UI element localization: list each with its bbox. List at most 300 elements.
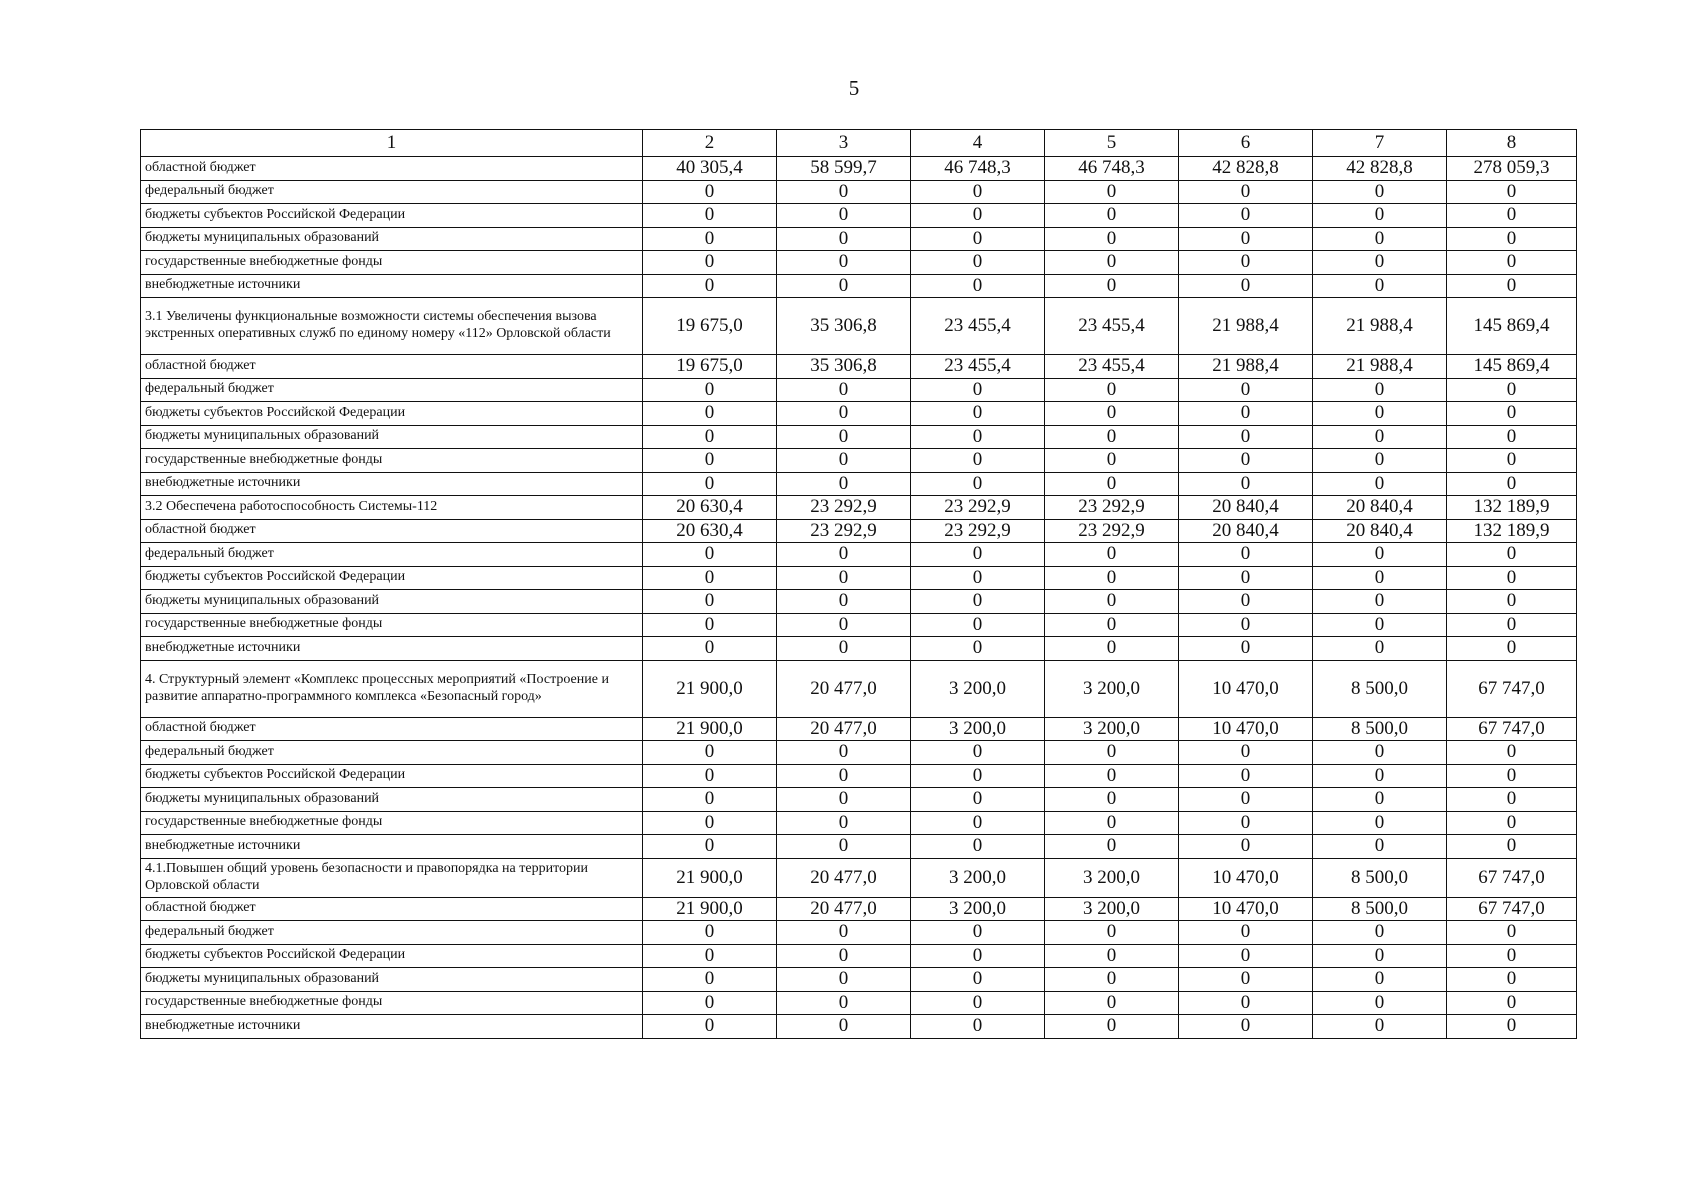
table-row	[141, 449, 1577, 473]
row-label: бюджеты муниципальных образований	[141, 425, 643, 449]
value-cell: 145 869,4	[1447, 298, 1577, 355]
value-cell: 0	[1179, 991, 1313, 1015]
value-cell: 0	[1447, 425, 1577, 449]
value-cell: 0	[1179, 472, 1313, 496]
value-cell: 0	[777, 227, 911, 251]
row-label: бюджеты субъектов Российской Федерации	[141, 944, 643, 968]
value-cell: 0	[1045, 637, 1179, 661]
value-cell: 0	[1313, 180, 1447, 204]
header-cell: 4	[911, 130, 1045, 157]
value-cell: 0	[643, 274, 777, 298]
value-cell: 0	[1447, 449, 1577, 473]
value-cell: 0	[911, 835, 1045, 859]
value-cell: 0	[1447, 637, 1577, 661]
value-cell: 0	[911, 741, 1045, 765]
value-cell: 0	[777, 613, 911, 637]
value-cell: 0	[643, 566, 777, 590]
table-body	[141, 130, 1577, 1039]
value-cell: 0	[1447, 613, 1577, 637]
value-cell: 20 477,0	[777, 897, 911, 921]
value-cell: 20 840,4	[1313, 519, 1447, 543]
value-cell: 0	[911, 944, 1045, 968]
row-label: государственные внебюджетные фонды	[141, 811, 643, 835]
value-cell: 0	[1447, 811, 1577, 835]
value-cell: 0	[1179, 180, 1313, 204]
value-cell: 0	[1045, 968, 1179, 992]
value-cell: 3 200,0	[911, 858, 1045, 897]
table-row	[141, 566, 1577, 590]
row-label: внебюджетные источники	[141, 1015, 643, 1039]
value-cell: 0	[1179, 944, 1313, 968]
value-cell: 0	[1313, 811, 1447, 835]
value-cell: 0	[643, 613, 777, 637]
table-row	[141, 1015, 1577, 1039]
value-cell: 0	[643, 921, 777, 945]
value-cell: 0	[1045, 590, 1179, 614]
table-row	[141, 637, 1577, 661]
value-cell: 0	[1045, 835, 1179, 859]
row-label: бюджеты муниципальных образований	[141, 590, 643, 614]
value-cell: 0	[911, 449, 1045, 473]
value-cell: 0	[777, 835, 911, 859]
value-cell: 0	[911, 788, 1045, 812]
table-row	[141, 788, 1577, 812]
budget-table	[140, 129, 1577, 1039]
value-cell: 23 455,4	[911, 298, 1045, 355]
value-cell: 0	[1313, 227, 1447, 251]
table-row	[141, 991, 1577, 1015]
table-row	[141, 519, 1577, 543]
value-cell: 23 292,9	[911, 496, 1045, 520]
row-label: государственные внебюджетные фонды	[141, 449, 643, 473]
value-cell: 0	[1045, 764, 1179, 788]
value-cell: 0	[777, 204, 911, 228]
value-cell: 19 675,0	[643, 298, 777, 355]
value-cell: 0	[1179, 835, 1313, 859]
table-row	[141, 660, 1577, 717]
value-cell: 0	[1447, 180, 1577, 204]
value-cell: 0	[1447, 251, 1577, 275]
value-cell: 0	[643, 251, 777, 275]
value-cell: 46 748,3	[1045, 157, 1179, 181]
value-cell: 67 747,0	[1447, 717, 1577, 741]
value-cell: 0	[777, 1015, 911, 1039]
value-cell: 0	[643, 991, 777, 1015]
value-cell: 0	[1179, 227, 1313, 251]
value-cell: 20 840,4	[1313, 496, 1447, 520]
value-cell: 0	[643, 1015, 777, 1039]
value-cell: 0	[1447, 566, 1577, 590]
value-cell: 0	[1179, 449, 1313, 473]
value-cell: 0	[1447, 835, 1577, 859]
value-cell: 0	[1313, 425, 1447, 449]
value-cell: 0	[911, 637, 1045, 661]
value-cell: 0	[1447, 944, 1577, 968]
table-header-row	[141, 130, 1577, 157]
value-cell: 20 630,4	[643, 496, 777, 520]
value-cell: 0	[1313, 378, 1447, 402]
value-cell: 145 869,4	[1447, 355, 1577, 379]
value-cell: 0	[1447, 764, 1577, 788]
value-cell: 0	[1179, 613, 1313, 637]
value-cell: 0	[1447, 968, 1577, 992]
value-cell: 46 748,3	[911, 157, 1045, 181]
value-cell: 0	[911, 180, 1045, 204]
value-cell: 0	[1179, 378, 1313, 402]
table-row	[141, 496, 1577, 520]
value-cell: 0	[911, 378, 1045, 402]
table-row	[141, 180, 1577, 204]
value-cell: 0	[1045, 402, 1179, 426]
row-label: государственные внебюджетные фонды	[141, 251, 643, 275]
value-cell: 0	[1447, 1015, 1577, 1039]
value-cell: 278 059,3	[1447, 157, 1577, 181]
table-row	[141, 355, 1577, 379]
value-cell: 0	[1313, 613, 1447, 637]
value-cell: 0	[1179, 764, 1313, 788]
value-cell: 3 200,0	[1045, 897, 1179, 921]
row-label: федеральный бюджет	[141, 543, 643, 567]
value-cell: 0	[1179, 811, 1313, 835]
value-cell: 0	[643, 788, 777, 812]
value-cell: 0	[1313, 835, 1447, 859]
value-cell: 0	[643, 741, 777, 765]
value-cell: 0	[643, 637, 777, 661]
value-cell: 0	[777, 472, 911, 496]
value-cell: 0	[1179, 741, 1313, 765]
value-cell: 0	[1313, 921, 1447, 945]
row-label: федеральный бюджет	[141, 180, 643, 204]
value-cell: 0	[643, 944, 777, 968]
value-cell: 0	[1179, 788, 1313, 812]
value-cell: 0	[1313, 590, 1447, 614]
value-cell: 0	[911, 968, 1045, 992]
row-label: 3.1 Увеличены функциональные возможности системы обеспечения вызова экстренных оперативных служб по единому номеру «112» Орловской области	[141, 298, 643, 355]
table-row	[141, 402, 1577, 426]
value-cell: 132 189,9	[1447, 519, 1577, 543]
value-cell: 20 477,0	[777, 660, 911, 717]
value-cell: 0	[777, 991, 911, 1015]
value-cell: 0	[1313, 764, 1447, 788]
value-cell: 0	[1045, 788, 1179, 812]
row-label: областной бюджет	[141, 897, 643, 921]
value-cell: 0	[777, 378, 911, 402]
value-cell: 23 292,9	[911, 519, 1045, 543]
value-cell: 0	[1045, 472, 1179, 496]
value-cell: 0	[643, 180, 777, 204]
value-cell: 0	[911, 590, 1045, 614]
table-row	[141, 858, 1577, 897]
value-cell: 21 988,4	[1313, 355, 1447, 379]
table-row	[141, 251, 1577, 275]
value-cell: 0	[643, 204, 777, 228]
row-label: федеральный бюджет	[141, 741, 643, 765]
value-cell: 3 200,0	[1045, 717, 1179, 741]
value-cell: 0	[1179, 274, 1313, 298]
row-label: областной бюджет	[141, 157, 643, 181]
value-cell: 0	[777, 180, 911, 204]
value-cell: 0	[1313, 204, 1447, 228]
value-cell: 10 470,0	[1179, 858, 1313, 897]
value-cell: 0	[777, 251, 911, 275]
value-cell: 10 470,0	[1179, 897, 1313, 921]
table-row	[141, 613, 1577, 637]
value-cell: 0	[911, 274, 1045, 298]
table-row	[141, 204, 1577, 228]
table-row	[141, 717, 1577, 741]
row-label: внебюджетные источники	[141, 835, 643, 859]
value-cell: 0	[1313, 1015, 1447, 1039]
value-cell: 23 455,4	[1045, 298, 1179, 355]
header-cell: 5	[1045, 130, 1179, 157]
table-row	[141, 741, 1577, 765]
value-cell: 3 200,0	[911, 897, 1045, 921]
value-cell: 0	[1179, 543, 1313, 567]
value-cell: 0	[1179, 968, 1313, 992]
value-cell: 0	[1045, 741, 1179, 765]
value-cell: 8 500,0	[1313, 660, 1447, 717]
value-cell: 0	[1179, 402, 1313, 426]
value-cell: 0	[777, 968, 911, 992]
value-cell: 21 900,0	[643, 858, 777, 897]
value-cell: 20 477,0	[777, 858, 911, 897]
value-cell: 0	[911, 991, 1045, 1015]
value-cell: 0	[643, 378, 777, 402]
row-label: бюджеты муниципальных образований	[141, 968, 643, 992]
value-cell: 23 292,9	[777, 496, 911, 520]
table-row	[141, 378, 1577, 402]
row-label: государственные внебюджетные фонды	[141, 991, 643, 1015]
value-cell: 0	[911, 921, 1045, 945]
value-cell: 35 306,8	[777, 298, 911, 355]
value-cell: 21 900,0	[643, 717, 777, 741]
value-cell: 0	[1045, 274, 1179, 298]
value-cell: 0	[777, 449, 911, 473]
value-cell: 0	[1313, 566, 1447, 590]
value-cell: 0	[1179, 566, 1313, 590]
value-cell: 0	[1313, 968, 1447, 992]
table-row	[141, 921, 1577, 945]
value-cell: 10 470,0	[1179, 717, 1313, 741]
value-cell: 0	[1179, 637, 1313, 661]
row-label: внебюджетные источники	[141, 274, 643, 298]
table-row	[141, 298, 1577, 355]
value-cell: 0	[911, 425, 1045, 449]
value-cell: 0	[643, 425, 777, 449]
value-cell: 0	[911, 251, 1045, 275]
value-cell: 0	[1313, 449, 1447, 473]
value-cell: 3 200,0	[1045, 660, 1179, 717]
value-cell: 0	[911, 811, 1045, 835]
value-cell: 0	[777, 788, 911, 812]
value-cell: 0	[911, 227, 1045, 251]
row-label: областной бюджет	[141, 519, 643, 543]
value-cell: 0	[911, 1015, 1045, 1039]
value-cell: 3 200,0	[1045, 858, 1179, 897]
value-cell: 67 747,0	[1447, 897, 1577, 921]
value-cell: 132 189,9	[1447, 496, 1577, 520]
value-cell: 0	[643, 764, 777, 788]
value-cell: 0	[777, 590, 911, 614]
value-cell: 20 840,4	[1179, 496, 1313, 520]
value-cell: 0	[643, 402, 777, 426]
row-label: 3.2 Обеспечена работоспособность Системы-112	[141, 496, 643, 520]
table-row	[141, 274, 1577, 298]
value-cell: 3 200,0	[911, 717, 1045, 741]
value-cell: 0	[1447, 227, 1577, 251]
value-cell: 0	[1447, 788, 1577, 812]
value-cell: 0	[777, 566, 911, 590]
budget-table-container	[140, 129, 1576, 1039]
value-cell: 0	[1045, 1015, 1179, 1039]
value-cell: 0	[643, 811, 777, 835]
value-cell: 0	[777, 402, 911, 426]
value-cell: 0	[1045, 811, 1179, 835]
table-row	[141, 835, 1577, 859]
value-cell: 10 470,0	[1179, 660, 1313, 717]
value-cell: 0	[643, 968, 777, 992]
value-cell: 8 500,0	[1313, 717, 1447, 741]
value-cell: 21 988,4	[1313, 298, 1447, 355]
value-cell: 20 477,0	[777, 717, 911, 741]
value-cell: 0	[1447, 543, 1577, 567]
value-cell: 23 455,4	[1045, 355, 1179, 379]
value-cell: 67 747,0	[1447, 660, 1577, 717]
value-cell: 0	[643, 449, 777, 473]
value-cell: 0	[1313, 991, 1447, 1015]
header-cell: 1	[141, 130, 643, 157]
value-cell: 0	[643, 543, 777, 567]
value-cell: 0	[777, 543, 911, 567]
value-cell: 0	[1045, 944, 1179, 968]
row-label: бюджеты муниципальных образований	[141, 227, 643, 251]
value-cell: 42 828,8	[1179, 157, 1313, 181]
value-cell: 0	[643, 835, 777, 859]
value-cell: 0	[777, 637, 911, 661]
value-cell: 0	[1313, 741, 1447, 765]
value-cell: 0	[1045, 921, 1179, 945]
header-cell: 2	[643, 130, 777, 157]
value-cell: 8 500,0	[1313, 858, 1447, 897]
table-row	[141, 811, 1577, 835]
row-label: областной бюджет	[141, 355, 643, 379]
value-cell: 21 988,4	[1179, 355, 1313, 379]
row-label: бюджеты субъектов Российской Федерации	[141, 204, 643, 228]
value-cell: 0	[1447, 741, 1577, 765]
value-cell: 23 292,9	[777, 519, 911, 543]
value-cell: 40 305,4	[643, 157, 777, 181]
value-cell: 0	[911, 613, 1045, 637]
value-cell: 0	[1045, 991, 1179, 1015]
row-label: 4. Структурный элемент «Комплекс процессных мероприятий «Построение и развитие аппаратно-программного комплекса «Безопасный город»	[141, 660, 643, 717]
header-cell: 3	[777, 130, 911, 157]
table-row	[141, 968, 1577, 992]
value-cell: 0	[1179, 251, 1313, 275]
value-cell: 0	[1447, 991, 1577, 1015]
value-cell: 0	[777, 425, 911, 449]
row-label: 4.1.Повышен общий уровень безопасности и правопорядка на территории Орловской области	[141, 858, 643, 897]
value-cell: 42 828,8	[1313, 157, 1447, 181]
table-row	[141, 897, 1577, 921]
value-cell: 0	[1179, 590, 1313, 614]
value-cell: 0	[1447, 378, 1577, 402]
row-label: внебюджетные источники	[141, 637, 643, 661]
value-cell: 0	[1313, 543, 1447, 567]
value-cell: 0	[1045, 204, 1179, 228]
header-cell: 7	[1313, 130, 1447, 157]
value-cell: 0	[777, 741, 911, 765]
value-cell: 0	[1313, 274, 1447, 298]
value-cell: 0	[1045, 251, 1179, 275]
value-cell: 0	[1447, 921, 1577, 945]
row-label: бюджеты субъектов Российской Федерации	[141, 764, 643, 788]
value-cell: 0	[1045, 449, 1179, 473]
value-cell: 0	[911, 543, 1045, 567]
value-cell: 0	[911, 566, 1045, 590]
value-cell: 0	[911, 764, 1045, 788]
value-cell: 0	[1045, 566, 1179, 590]
value-cell: 0	[777, 274, 911, 298]
row-label: бюджеты муниципальных образований	[141, 788, 643, 812]
value-cell: 19 675,0	[643, 355, 777, 379]
value-cell: 21 900,0	[643, 897, 777, 921]
value-cell: 0	[1045, 180, 1179, 204]
value-cell: 0	[777, 944, 911, 968]
value-cell: 58 599,7	[777, 157, 911, 181]
value-cell: 23 455,4	[911, 355, 1045, 379]
value-cell: 21 988,4	[1179, 298, 1313, 355]
value-cell: 0	[643, 227, 777, 251]
value-cell: 23 292,9	[1045, 519, 1179, 543]
value-cell: 0	[1447, 274, 1577, 298]
table-row	[141, 590, 1577, 614]
value-cell: 8 500,0	[1313, 897, 1447, 921]
value-cell: 23 292,9	[1045, 496, 1179, 520]
table-row	[141, 425, 1577, 449]
table-row	[141, 157, 1577, 181]
value-cell: 0	[1045, 543, 1179, 567]
value-cell: 0	[1045, 378, 1179, 402]
value-cell: 0	[1313, 944, 1447, 968]
value-cell: 0	[1179, 425, 1313, 449]
value-cell: 0	[777, 921, 911, 945]
value-cell: 0	[1447, 472, 1577, 496]
value-cell: 0	[777, 764, 911, 788]
value-cell: 0	[1045, 613, 1179, 637]
value-cell: 20 630,4	[643, 519, 777, 543]
row-label: областной бюджет	[141, 717, 643, 741]
row-label: государственные внебюджетные фонды	[141, 613, 643, 637]
table-row	[141, 543, 1577, 567]
value-cell: 0	[1313, 251, 1447, 275]
table-row	[141, 764, 1577, 788]
value-cell: 67 747,0	[1447, 858, 1577, 897]
value-cell: 21 900,0	[643, 660, 777, 717]
row-label: внебюджетные источники	[141, 472, 643, 496]
table-row	[141, 472, 1577, 496]
value-cell: 0	[1313, 637, 1447, 661]
value-cell: 0	[643, 590, 777, 614]
value-cell: 0	[1447, 402, 1577, 426]
value-cell: 0	[1179, 204, 1313, 228]
header-cell: 8	[1447, 130, 1577, 157]
value-cell: 0	[1447, 590, 1577, 614]
value-cell: 0	[1313, 788, 1447, 812]
value-cell: 20 840,4	[1179, 519, 1313, 543]
value-cell: 0	[1447, 204, 1577, 228]
value-cell: 0	[911, 402, 1045, 426]
value-cell: 35 306,8	[777, 355, 911, 379]
